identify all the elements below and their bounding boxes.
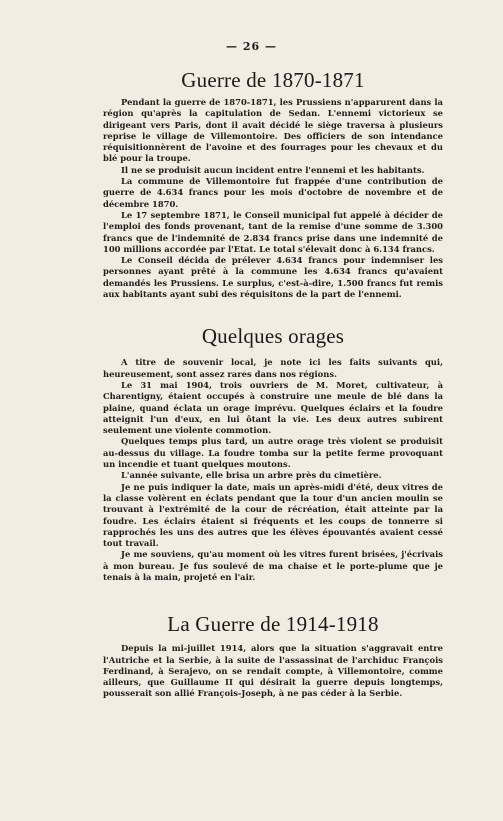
section-title: Quelques orages bbox=[201, 324, 345, 349]
section-quelques-orages bbox=[103, 322, 443, 583]
page-content bbox=[103, 60, 443, 700]
paragraph: Le 31 mai 1904, trois ouvriers de M. Moret, cultivateur, à Charentigny, étaient occupés à construire une meule de blé dans la plaine, quand éclata un orage imprévu. Quelques éclairs et la foudre atteignit l'un d'eux, en lui ôtant la vie. Les deux autres subirent seulement une violente commotion. bbox=[103, 379, 443, 436]
section-guerre-1914 bbox=[103, 610, 443, 699]
paragraph: Pendant la guerre de 1870-1871, les Prussiens n'apparurent dans la région qu'après la capitulation de Sedan. L'ennemi victorieux se dirigeant vers Paris, dont il avait décidé le siège traversa à plusieurs reprise le village de Villemontoire. Des officiers de son intendance réquisitionnèrent de l'avoine et des fourrages pour les chevaux et du blé pour la troupe. bbox=[103, 97, 443, 164]
section-title: Guerre de 1870-1871 bbox=[181, 68, 365, 92]
paragraph: La commune de Villemontoire fut frappée d'une contribution de guerre de 4.634 francs pour les mois d'octobre de novembre et de décembre 1870. bbox=[103, 176, 443, 209]
paragraph: Je ne puis indiquer la date, mais un après-midi d'été, deux vitres de la classe volèrent en éclats pendant que la tour d'un ancien moulin se trouvant à l'extrémité de la cour de récréation, était atteinte par la foudre. Les éclairs étaient si fréquents et les coups de tonnerre si rapprochés les uns des autres que les élèves épouvantés avaient cessé tout travail. bbox=[103, 481, 443, 549]
section-guerre-1870 bbox=[103, 66, 443, 300]
paragraph: Depuis la mi-juillet 1914, alors que la situation s'aggravait entre l'Autriche et la Serbie, à la suite de l'assassinat de l'archiduc François Ferdinand, à Serajevo, on se rendait compte, à Villemontoire, comme ailleurs, que Guillaume II qui désirait la guerre depuis longtemps, pousserait son allié François-Joseph, à ne pas céder à la Serbie. bbox=[103, 643, 443, 699]
paragraph: Quelques temps plus tard, un autre orage très violent se produisit au-dessus du village. La foudre tomba sur la petite ferme provoquant un incendie et tuant quelques moutons. bbox=[103, 436, 443, 470]
paragraph: Le 17 septembre 1871, le Conseil municipal fut appelé à décider de l'emploi des fonds provenant, tant de la remise d'une somme de 3.300 francs que de l'indemnité de 2.834 francs prise dans une indemnité de 100 millions accordée par l'Etat. Le total s'élevait donc à 6.134 francs. bbox=[103, 209, 443, 254]
page-number: — 26 — bbox=[226, 40, 277, 53]
paragraph: L'année suivante, elle brisa un arbre près du cimetière. bbox=[121, 470, 382, 481]
paragraph: Je me souviens, qu'au moment où les vitres furent brisées, j'écrivais à mon bureau. Je fus soulevé de ma chaise et le porte-plume que je tenais à la main, projeté en l'air. bbox=[103, 549, 443, 582]
paragraph: Le Conseil décida de prélever 4.634 francs pour indemniser les personnes ayant prêté à la commune les 4.634 francs qu'avaient demandés les Prussiens. Le surplus, c'est-à-dire, 1.500 francs fut remis aux habitants ayant subi des réquisitons de la part de l'ennemi. bbox=[103, 255, 443, 300]
paragraph: A titre de souvenir local, je note ici les faits suivants qui, heureusement, sont assez rares dans nos régions. bbox=[103, 357, 443, 379]
paragraph: Il ne se produisit aucun incident entre l'ennemi et les habitants. bbox=[121, 164, 425, 175]
section-title: La Guerre de 1914-1918 bbox=[167, 612, 379, 637]
